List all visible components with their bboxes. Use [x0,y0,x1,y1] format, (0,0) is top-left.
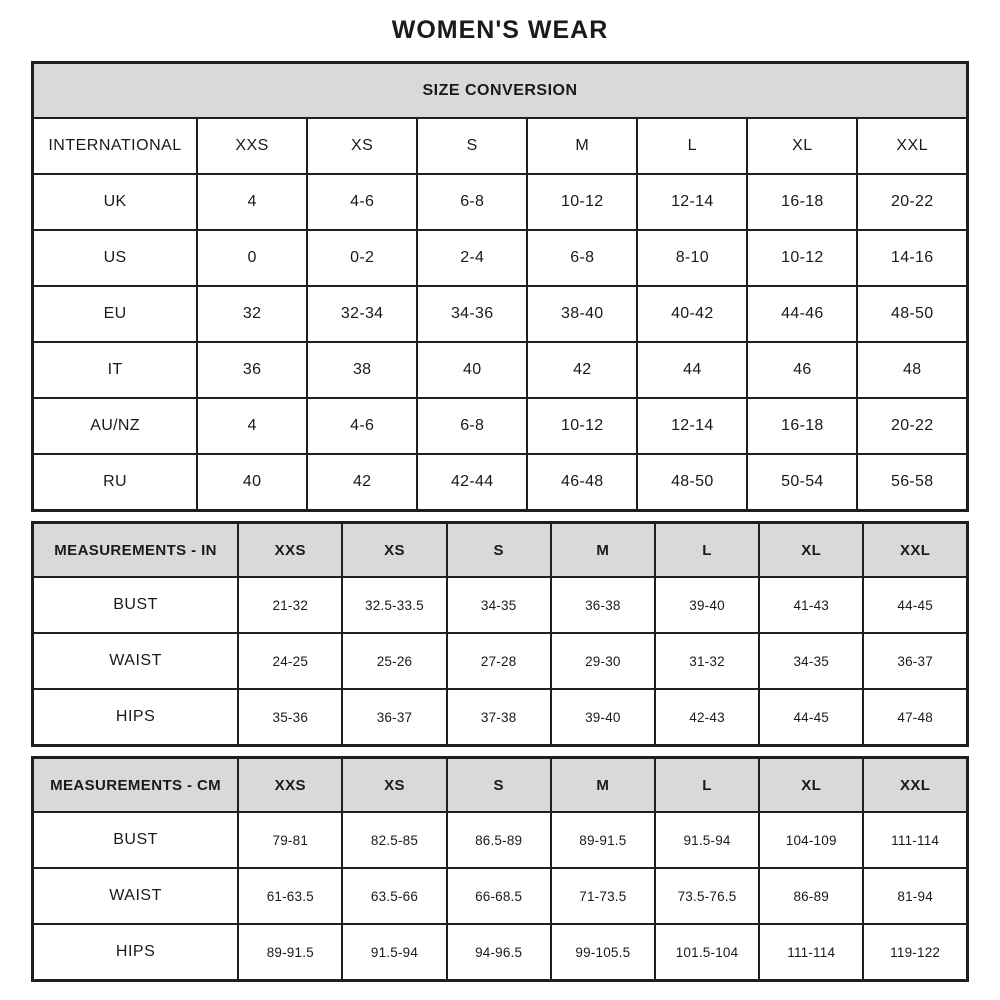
column-header: XXS [238,758,342,813]
table-row [33,868,968,924]
size-cell: 16-18 [747,174,857,230]
measurements-in-table [31,521,969,747]
row-label: UK [33,174,198,230]
column-header: L [655,523,759,578]
row-label: AU/NZ [33,398,198,454]
size-cell: 86-89 [759,868,863,924]
size-cell: 2-4 [417,230,527,286]
table-row [33,454,968,511]
size-cell: 42 [307,454,417,511]
size-cell: 94-96.5 [447,924,551,981]
size-cell: 39-40 [551,689,655,746]
column-header: XL [747,118,857,174]
size-cell: 81-94 [863,868,967,924]
column-header: XXS [197,118,307,174]
table-title: SIZE CONVERSION [33,63,968,119]
size-cell: 38 [307,342,417,398]
table-row [33,398,968,454]
size-cell: 50-54 [747,454,857,511]
size-cell: 111-114 [759,924,863,981]
row-label: WAIST [33,868,239,924]
column-header: L [637,118,747,174]
size-cell: 48-50 [857,286,967,342]
size-cell: 40 [417,342,527,398]
size-cell: 34-35 [447,577,551,633]
size-cell: 4 [197,174,307,230]
size-cell: 46 [747,342,857,398]
column-header: L [655,758,759,813]
size-cell: 31-32 [655,633,759,689]
column-header: S [447,758,551,813]
size-cell: 99-105.5 [551,924,655,981]
size-cell: 0-2 [307,230,417,286]
row-label: US [33,230,198,286]
size-cell: 12-14 [637,398,747,454]
row-label: BUST [33,812,239,868]
size-cell: 16-18 [747,398,857,454]
size-cell: 91.5-94 [342,924,446,981]
table-row [33,689,968,746]
size-cell: 0 [197,230,307,286]
size-cell: 35-36 [238,689,342,746]
size-cell: 44-45 [863,577,967,633]
size-cell: 38-40 [527,286,637,342]
size-cell: 56-58 [857,454,967,511]
size-cell: 4-6 [307,174,417,230]
column-header: XXL [857,118,967,174]
size-cell: 47-48 [863,689,967,746]
row-label: HIPS [33,924,239,981]
column-header: XXS [238,523,342,578]
size-cell: 61-63.5 [238,868,342,924]
column-header: XS [342,523,446,578]
size-cell: 27-28 [447,633,551,689]
size-cell: 32.5-33.5 [342,577,446,633]
column-header: XS [342,758,446,813]
size-cell: 10-12 [747,230,857,286]
column-header: XL [759,523,863,578]
size-cell: 111-114 [863,812,967,868]
size-cell: 42 [527,342,637,398]
size-cell: 101.5-104 [655,924,759,981]
row-label: BUST [33,577,239,633]
column-header: S [417,118,527,174]
column-header: XXL [863,758,967,813]
table-row [33,812,968,868]
table-header-row [33,118,968,174]
size-cell: 4-6 [307,398,417,454]
size-cell: 32 [197,286,307,342]
size-cell: 6-8 [527,230,637,286]
size-cell: 25-26 [342,633,446,689]
size-cell: 21-32 [238,577,342,633]
size-cell: 29-30 [551,633,655,689]
corner-header: MEASUREMENTS - IN [33,523,239,578]
size-cell: 41-43 [759,577,863,633]
table-row [33,230,968,286]
size-cell: 42-44 [417,454,527,511]
size-conversion-table [31,61,969,512]
size-cell: 48 [857,342,967,398]
size-cell: 89-91.5 [551,812,655,868]
size-cell: 37-38 [447,689,551,746]
size-cell: 79-81 [238,812,342,868]
column-header: M [551,758,655,813]
measurements-cm-table [31,756,969,982]
size-cell: 20-22 [857,174,967,230]
row-label: IT [33,342,198,398]
corner-header: INTERNATIONAL [33,118,198,174]
column-header: M [527,118,637,174]
size-cell: 12-14 [637,174,747,230]
column-header: XXL [863,523,967,578]
column-header: XS [307,118,417,174]
table-title-row [33,63,968,119]
size-cell: 104-109 [759,812,863,868]
size-cell: 4 [197,398,307,454]
size-cell: 36-37 [863,633,967,689]
size-cell: 71-73.5 [551,868,655,924]
size-cell: 48-50 [637,454,747,511]
size-cell: 34-35 [759,633,863,689]
table-row [33,633,968,689]
size-cell: 44-46 [747,286,857,342]
size-cell: 42-43 [655,689,759,746]
size-cell: 10-12 [527,398,637,454]
size-cell: 66-68.5 [447,868,551,924]
size-cell: 40-42 [637,286,747,342]
size-cell: 36-37 [342,689,446,746]
size-cell: 39-40 [655,577,759,633]
row-label: RU [33,454,198,511]
column-header: XL [759,758,863,813]
column-header: M [551,523,655,578]
size-cell: 63.5-66 [342,868,446,924]
size-cell: 89-91.5 [238,924,342,981]
size-cell: 40 [197,454,307,511]
row-label: HIPS [33,689,239,746]
size-cell: 73.5-76.5 [655,868,759,924]
size-cell: 8-10 [637,230,747,286]
page-title: WOMEN'S WEAR [391,16,609,44]
table-row [33,286,968,342]
size-cell: 32-34 [307,286,417,342]
column-header: S [447,523,551,578]
table-row [33,174,968,230]
size-cell: 36 [197,342,307,398]
table-row [33,577,968,633]
size-cell: 44-45 [759,689,863,746]
table-header-row [33,523,968,578]
size-cell: 20-22 [857,398,967,454]
size-cell: 24-25 [238,633,342,689]
size-cell: 6-8 [417,398,527,454]
row-label: WAIST [33,633,239,689]
table-row [33,924,968,981]
size-cell: 34-36 [417,286,527,342]
size-cell: 119-122 [863,924,967,981]
size-cell: 10-12 [527,174,637,230]
table-header-row [33,758,968,813]
table-row [33,342,968,398]
size-cell: 6-8 [417,174,527,230]
size-cell: 14-16 [857,230,967,286]
size-cell: 82.5-85 [342,812,446,868]
size-cell: 91.5-94 [655,812,759,868]
row-label: EU [33,286,198,342]
size-cell: 44 [637,342,747,398]
size-cell: 36-38 [551,577,655,633]
size-cell: 86.5-89 [447,812,551,868]
size-cell: 46-48 [527,454,637,511]
corner-header: MEASUREMENTS - CM [33,758,239,813]
